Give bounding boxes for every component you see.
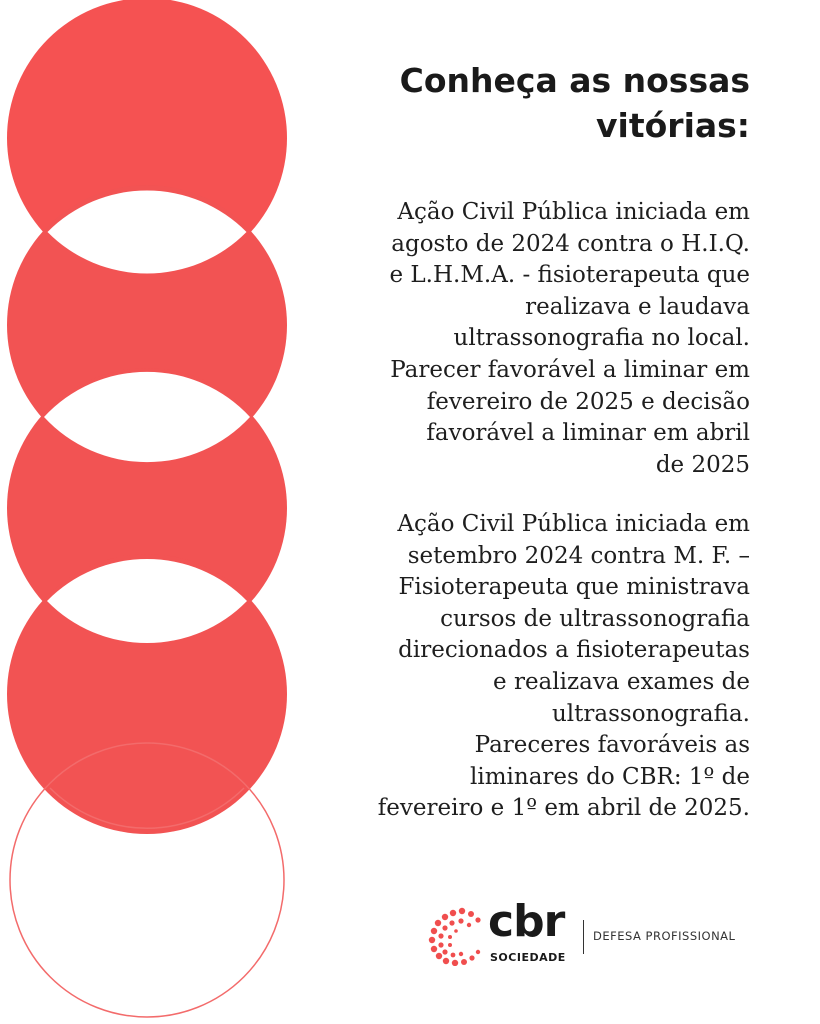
victory-2-line: setembro 2024 contra M. F. – [407, 542, 750, 569]
victory-1 [300, 197, 750, 481]
victory-2-line: Pareceres favoráveis as [474, 732, 750, 759]
cbr-dots-icon [428, 906, 484, 966]
victory-1-line: Ação Civil Pública iniciada em [397, 199, 750, 225]
victory-2 [300, 509, 750, 825]
decorative-circles [0, 0, 300, 1024]
victory-2-line: ultrassonografia. [551, 700, 750, 727]
victory-2-line: liminares do CBR: 1º de [470, 763, 750, 790]
victory-1-line: fevereiro de 2025 e decisão [426, 388, 750, 415]
logo-subtitle: SOCIEDADE [490, 951, 566, 964]
headline [350, 58, 750, 148]
headline-line-2: vitórias: [596, 106, 750, 145]
victory-2-line: Ação Civil Pública iniciada em [397, 511, 750, 537]
victory-1-line: ultrassonografia no local. [453, 325, 750, 352]
headline-line-1: Conheça as nossas [399, 61, 750, 100]
victory-1-line: agosto de 2024 contra o H.I.Q. [391, 230, 750, 257]
victory-2-line: direcionados a fisioterapeutas [398, 637, 750, 664]
victory-1-line: Parecer favorável a liminar em [390, 356, 750, 383]
victory-2-line: fevereiro e 1º em abril de 2025. [377, 795, 750, 822]
victory-1-line: de 2025 [655, 451, 750, 478]
logo-tagline: DEFESA PROFISSIONAL [593, 929, 736, 943]
victory-2-line: e realizava exames de [493, 668, 750, 695]
cbr-logo [428, 896, 758, 970]
logo-wordmark: cbr [488, 896, 565, 947]
victory-2-line: Fisioterapeuta que ministrava [398, 574, 750, 601]
victory-1-line: e L.H.M.A. - fisioterapeuta que [389, 262, 750, 289]
victory-1-line: favorável a liminar em abril [426, 420, 750, 447]
logo-divider [583, 920, 584, 954]
victory-1-line: realizava e laudava [525, 293, 750, 320]
victory-2-line: cursos de ultrassonografia [440, 605, 750, 632]
